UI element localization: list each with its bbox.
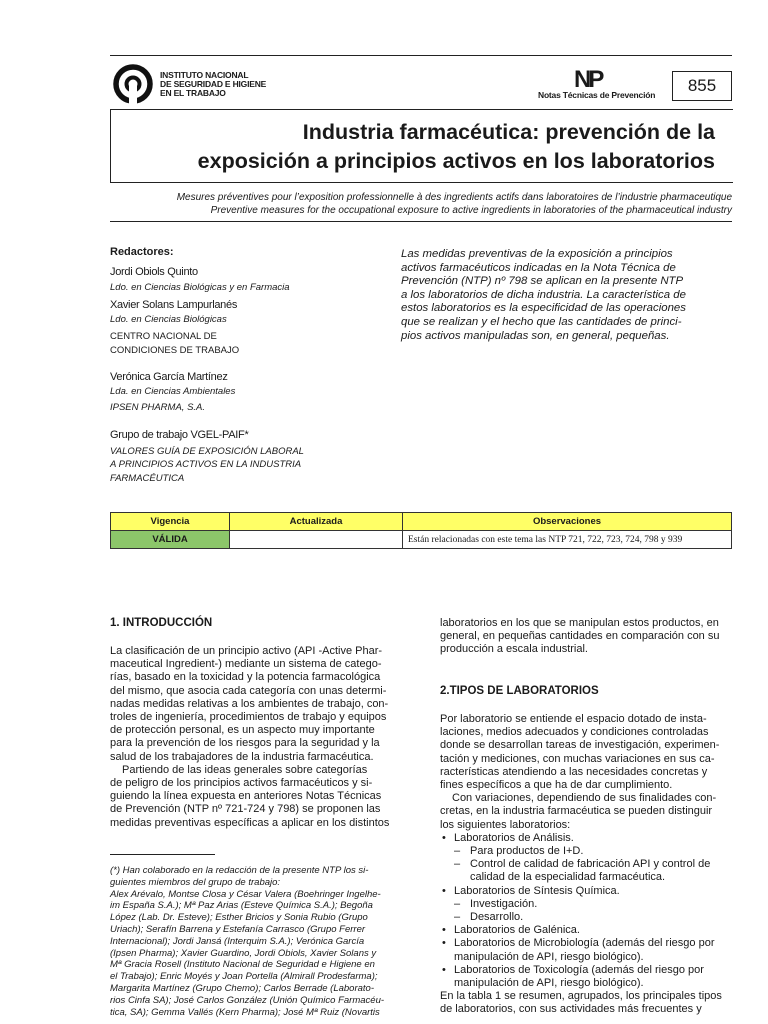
subtitle-rule (110, 221, 732, 222)
laboratory-list (440, 832, 732, 990)
table-row (111, 531, 732, 549)
author-degree: Ldo. en Ciencias Biológicas y en Farmacia (110, 282, 290, 293)
ntp-number: 855 (672, 71, 732, 101)
section-heading: 1. INTRODUCCIÓN (110, 617, 213, 629)
author-organization: IPSEN PHARMA, S.A. (110, 402, 206, 413)
footnote-rule (110, 854, 215, 855)
author-degree: Lda. en Ciencias Ambientales (110, 386, 236, 397)
ntp-logo-icon: NP (574, 66, 602, 93)
list-item: • Laboratorios de Síntesis Química. – Investigación. – Desarrollo. (440, 885, 732, 925)
author-name: Verónica García Martínez (110, 371, 228, 383)
laboratory-types-text: Por laboratorio se entiende el espacio dotado de insta- laciones, medios adecuados y condiciones controladas donde se desarrollan tareas de investigación, experimen- tación y mediciones, con muchas variaciones en sus ca- racterísticas atendiendo a las necesidades concretas y fines específicos a que ha de dar cumplimiento. Con variaciones, dependiendo de sus finalidades con- cretas, en la industria farmacéutica se pueden distinguir los siguientes laboratorios: • Laboratorios de Análisis. – Para productos de I+D. – Control de calidad de fabricación API y control de calidad de la especialidad farmacéutica. • Laboratorios de Síntesis Química. – Investigación. – Desarrollo. • Laboratorios de Galénica. • Laboratorios de Microbiología (además del riesgo por manipulación de API, riesgo biológico). • Laboratorios de Toxicología (además del riesgo por manipulación de API, riesgo biológico). En la tabla 1 se resumen, agrupados, los principales tipos de laboratorios, con sus actividades más frecuentes y (440, 713, 732, 1017)
ntp-caption: Notas Técnicas de Prevención (538, 90, 656, 100)
list-item: • Laboratorios de Microbiología (además del riesgo por manipulación de API, riesgo biológico). (440, 937, 732, 963)
col-observaciones: Observaciones (403, 513, 732, 531)
author-name: Jordi Obiols Quinto (110, 266, 198, 278)
col-actualizada: Actualizada (230, 513, 403, 531)
list-item: – Investigación. (440, 898, 732, 911)
working-group-title: VALORES GUÍA DE EXPOSICIÓN LABORAL A PRINCIPIOS ACTIVOS EN LA INDUSTRIA FARMACÉUTICA (110, 445, 304, 484)
list-item: • Laboratorios de Galénica. (440, 924, 732, 937)
footnote: (*) Han colaborado en la redacción de la presente NTP los si- guientes miembros del grupo de trabajo: Alex Arévalo, Montse Closa y César Valera (Boehringer Ingelhe- im España S.A.); Mª Paz Arias (Esteve Química S.A.); Begoña López (Lab. Dr. Esteve); Esther Bricios y Sonia Rubio (Grupo Uriach); Serafín Barrena y Estefanía Carrasco (Grupo Ferrer Internacional); Jordi Jansá (Interquim S.A.); Verónica García (Ipsen Pharma); Xavier Guardino, Jordi Obiols, Xavier Solans y Mª Gracia Rosell (Instituto Nacional de Seguridad e Higiene en el Trabajo); Enric Moyés y Joan Portella (Almirall Prodesfarma); Margarita Martínez (Grupo Chemo); Carlos Berrade (Laborato- rios Cinfa SA); José Carlos González (Unión Químico Farmacéu- tica, SA); Gemma Vallés (Kern Pharma); José Mª Ruiz (Novartis (110, 865, 385, 1018)
intro-text: La clasificación de un principio activo (API -Active Phar- maceutical Ingredient-) mediante un sistema de catego- rías, basado en la toxicidad y la potencia farmacológica del mismo, que asocia cada categoría con unas determi- nadas medidas relativas a los ambientes de trabajo, con- troles de ingeniería, procedimientos de trabajo y equipos de protección personal, es un aspecto muy importante para la prevención de los riesgos para la seguridad y la salud de los trabajadores de la industria farmacéutica. Partiendo de las ideas generales sobre categorías de peligro de los principios activos farmacéuticos y si- guiendo la línea expuesta en anteriores Notas Técnicas de Prevención (NTP nº 721-724 y 798) se proponen las medidas preventivas específicas a aplicar en los distintos (110, 645, 390, 829)
abstract: Las medidas preventivas de la exposición a principios activos farmacéuticos indicadas en la Nota Técnica de Prevención (NTP) nº 798 se aplican en la presente NTP a los laboratorios de dicha industria. La característica de estos laboratorios es la especificidad de las operaciones que se realizan y el hecho que las cantidades de princi- pios activos manipuladas son, en general, pequeñas. (401, 248, 686, 342)
page-title: Industria farmacéutica: prevención de la exposición a principios activos en los laboratorios (197, 120, 715, 173)
author-name: Xavier Solans Lampurlanés (110, 299, 238, 311)
section-heading: 2.TIPOS DE LABORATORIOS (440, 685, 599, 697)
redactores-heading: Redactores: (110, 246, 174, 258)
continuation-text: laboratorios en los que se manipulan estos productos, en general, en pequeñas cantidades en comparación con su producción a escala industrial. (440, 617, 720, 656)
col-vigencia: Vigencia (111, 513, 230, 531)
redactores (110, 246, 370, 485)
subtitle-fr: Mesures préventives pour l’exposition professionnelle à des ingredients actifs dans laboratoires de l’industrie pharmaceutique (176, 192, 732, 203)
list-item: – Desarrollo. (440, 911, 732, 924)
list-item: • Laboratorios de Análisis. – Para productos de I+D. – Control de calidad de fabricación API y control de calidad de la especialidad farmacéutica. (440, 832, 732, 885)
list-item: • Laboratorios de Toxicología (además del riesgo por manipulación de API, riesgo biológico). (440, 964, 732, 990)
subtitle-en: Preventive measures for the occupational exposure to active ingredients in laboratories of the pharmaceutical industry (210, 205, 732, 216)
list-item: – Control de calidad de fabricación API y control de calidad de la especialidad farmacéutica. (440, 858, 732, 884)
table-header-row (111, 513, 732, 531)
list-item: – Para productos de I+D. (440, 845, 732, 858)
subtitles (110, 191, 732, 217)
title-box (110, 109, 733, 183)
institute-name: INSTITUTO NACIONAL DE SEGURIDAD E HIGIENE EN EL TRABAJO (160, 70, 267, 98)
updated-cell (230, 531, 403, 549)
vigencia-table (110, 512, 732, 549)
observations-cell: Están relacionadas con este tema las NTP 721, 722, 723, 724, 798 y 939 (403, 531, 732, 549)
top-rule (110, 55, 732, 56)
author-degree: Ldo. en Ciencias Biológicas (110, 314, 227, 325)
status-badge: VÁLIDA (111, 531, 230, 549)
working-group: Grupo de trabajo VGEL-PAIF* (110, 428, 249, 441)
insht-logo-icon (112, 63, 154, 110)
author-organization: CENTRO NACIONAL DE CONDICIONES DE TRABAJO (110, 331, 240, 356)
